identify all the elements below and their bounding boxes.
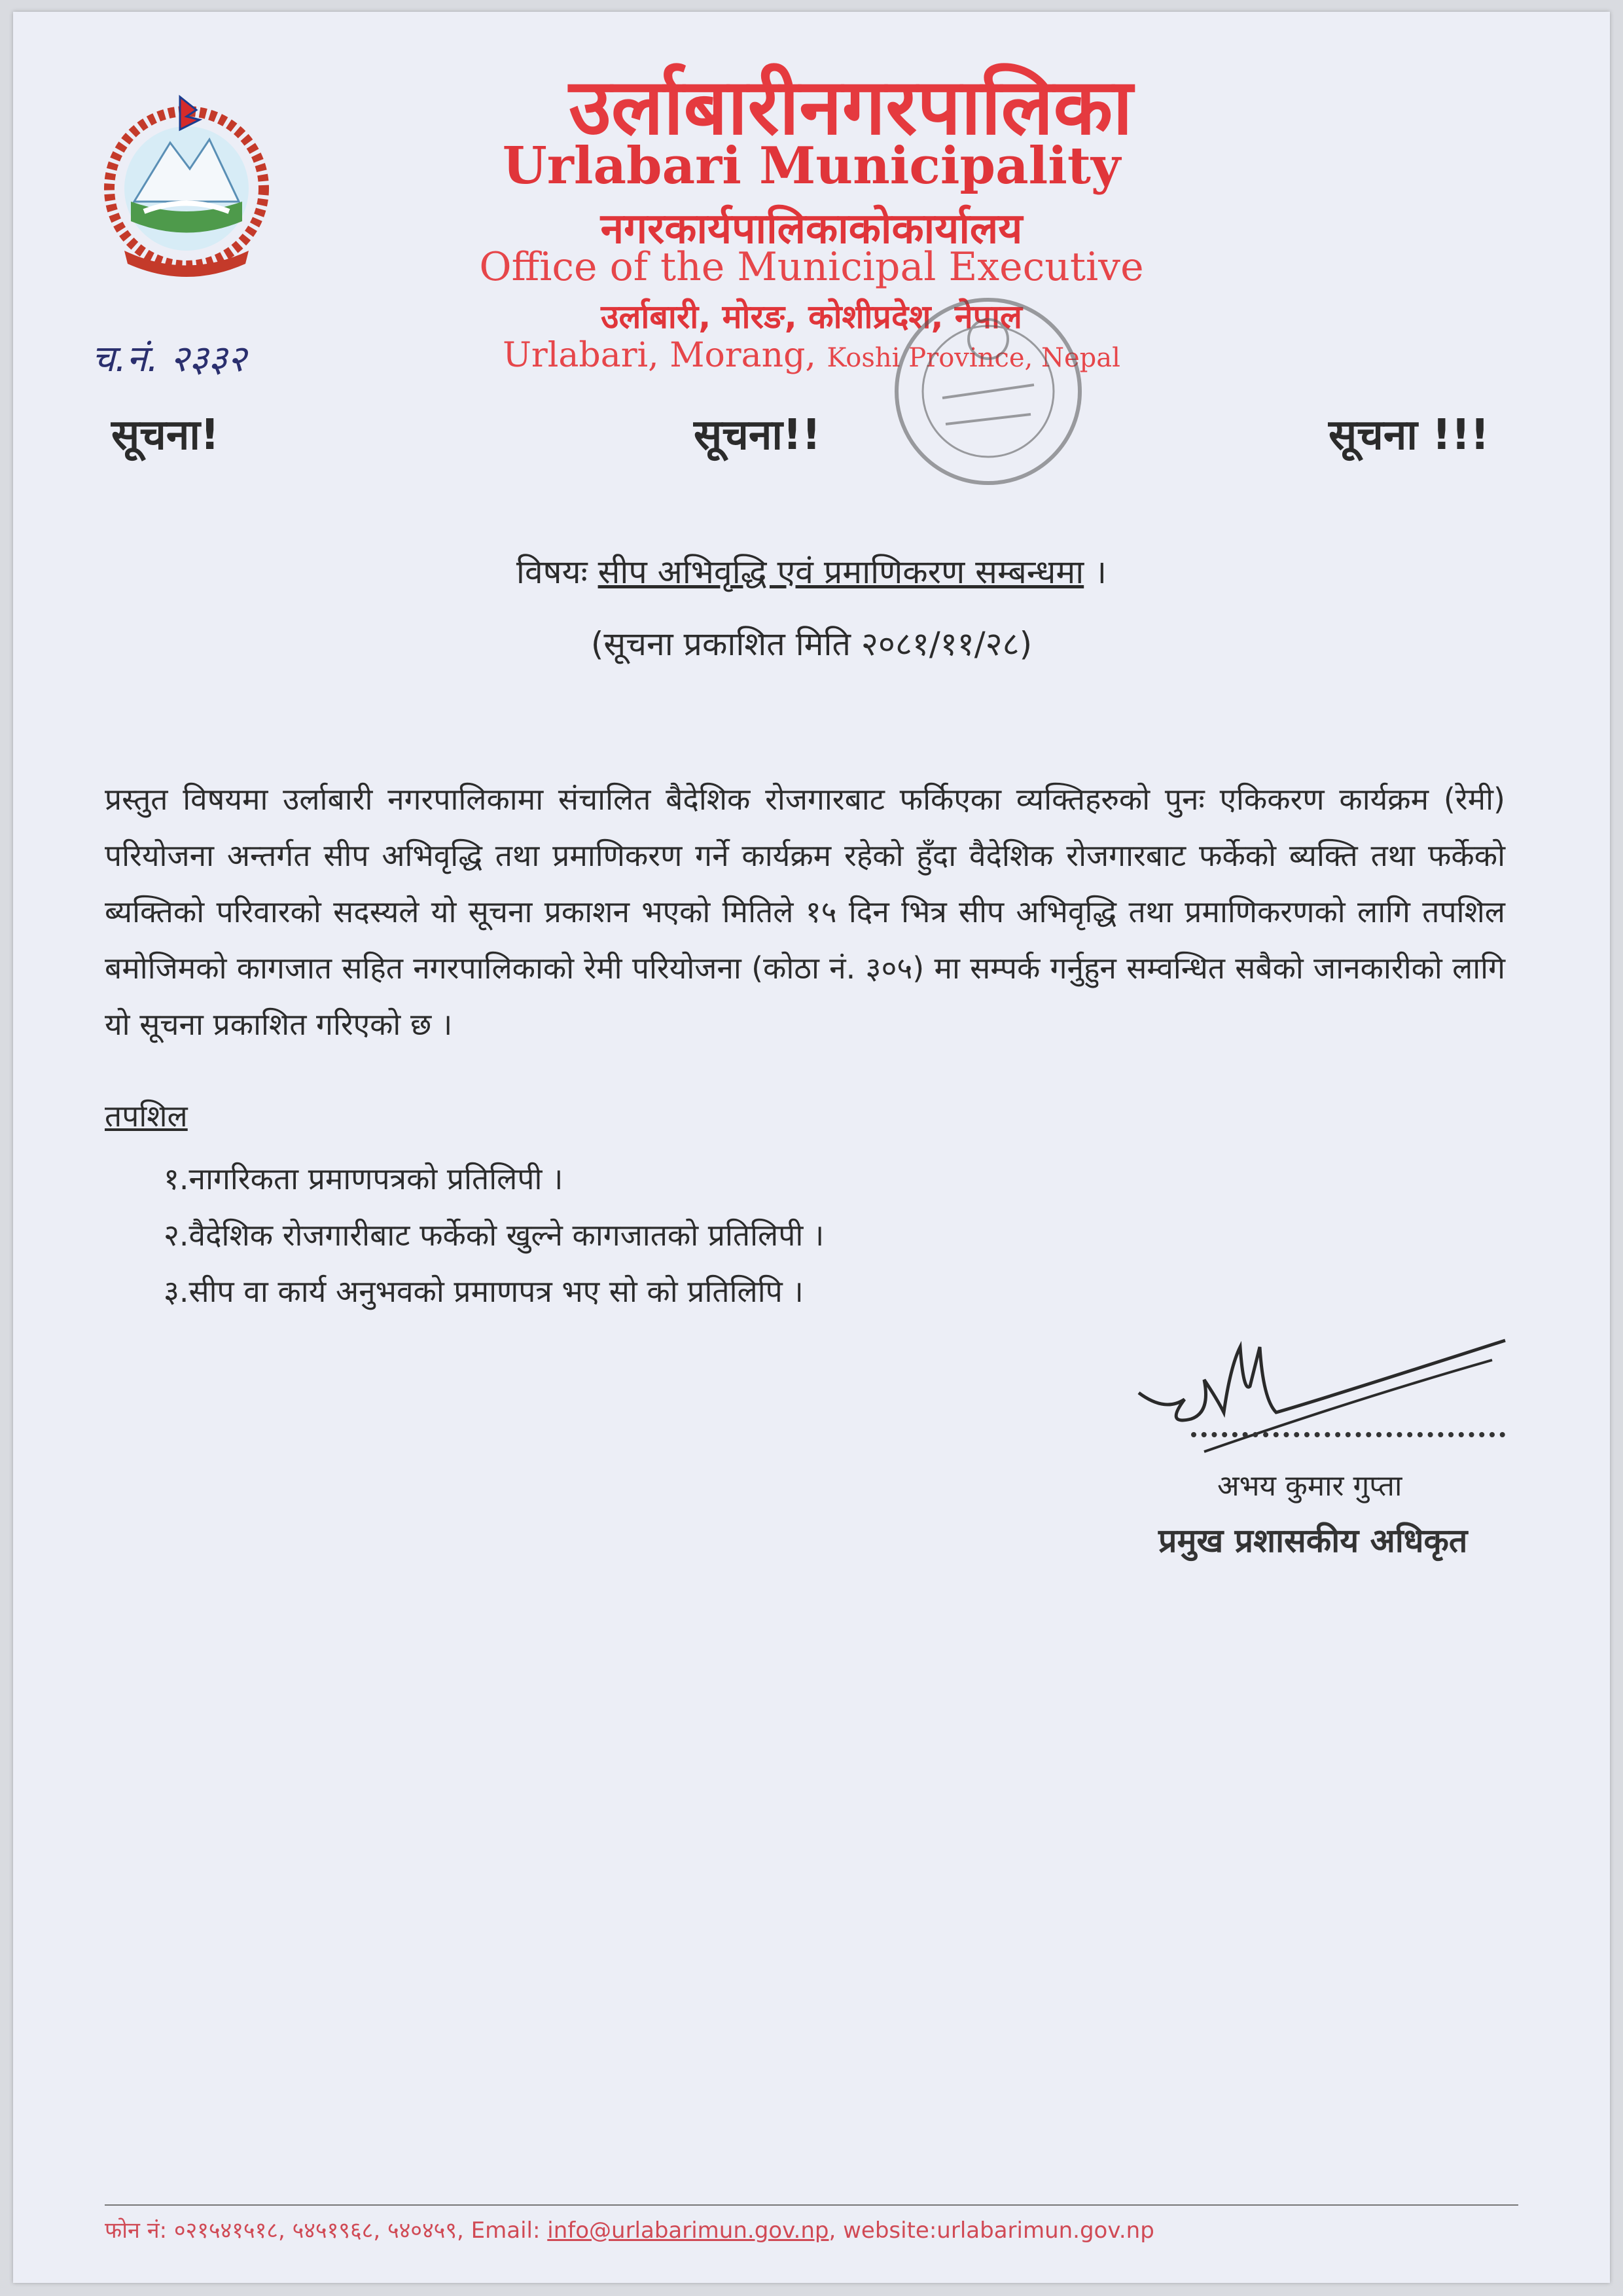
footer-phone: फोन नं: ०२१५४१५१८, ५४५१९६८, ५४०४५९, bbox=[105, 2217, 464, 2244]
address-english bbox=[13, 336, 1610, 375]
footer-website-label: , website: bbox=[829, 2217, 937, 2244]
address-province: Koshi Province, Nepal bbox=[827, 343, 1120, 373]
footer-divider bbox=[105, 2204, 1518, 2206]
document-list bbox=[164, 1151, 824, 1319]
office-name-nepali: नगरकार्यपालिकाकोकार्यालय bbox=[600, 205, 1023, 253]
subject-text: सीप अभिवृद्धि एवं प्रमाणिकरण सम्बन्धमा bbox=[597, 553, 1084, 591]
footer-email-label: Email: bbox=[471, 2217, 541, 2244]
office-name-english: Office of the Municipal Executive bbox=[479, 244, 1144, 290]
footer-contact bbox=[105, 2214, 1154, 2244]
subject-line bbox=[13, 548, 1610, 593]
handwritten-signature bbox=[1126, 1321, 1518, 1465]
notice-document bbox=[13, 12, 1610, 2283]
signature-line bbox=[1191, 1432, 1505, 1437]
signatory-title: प्रमुख प्रशासकीय अधिकृत bbox=[1158, 1522, 1468, 1560]
notice-body: प्रस्तुत विषयमा उर्लाबारी नगरपालिकामा संचालित बैदेशिक रोजगारबाट फर्किएका व्यक्तिहरुको पुनः एकिकरण कार्यक्रम (रेमी) परियोजना अन्तर्गत सीप अभिवृद्धि तथा प्रमाणिकरण गर्ने कार्यक्रम रहेको हुँदा वैदेशिक रोजगारबाट फर्केको ब्यक्ति तथा फर्केको ब्यक्तिको परिवारको सदस्यले यो सूचना प्रकाशन भएको मितिले १५ दिन भित्र सीप अभिवृद्धि तथा प्रमाणिकरणको लागि तपशिल बमोजिमको कागजात सहित नगरपालिकाको रेमी परियोजना (कोठा नं. ३०५) मा सम्पर्क गर्नुहुन सम्वन्धित सबैको जानकारीको लागि यो सूचना प्रकाशित गरिएको छ । bbox=[105, 781, 1505, 1042]
list-item: ३.सीप वा कार्य अनुभवको प्रमाणपत्र भए सो को प्रतिलिपि । bbox=[164, 1274, 804, 1309]
footer-website[interactable]: urlabarimun.gov.np bbox=[936, 2217, 1154, 2244]
publication-date: (सूचना प्रकाशित मिति २०८१/११/२८) bbox=[590, 625, 1033, 663]
subject-prefix: विषयः bbox=[516, 553, 588, 591]
list-item: १.नागरिकता प्रमाणपत्रको प्रतिलिपी । bbox=[164, 1161, 563, 1196]
footer-email-link[interactable]: info@urlabarimun.gov.np bbox=[547, 2217, 829, 2244]
office-seal-stamp-icon bbox=[883, 287, 1093, 496]
notice-label-right: सूचना !!! bbox=[1329, 411, 1489, 459]
list-item: २.वैदेशिक रोजगारीबाट फर्केको खुल्ने कागजातको प्रतिलिपी । bbox=[164, 1217, 825, 1253]
municipality-name-english: Urlabari Municipality bbox=[502, 136, 1121, 196]
subject-suffix: । bbox=[1094, 553, 1107, 591]
reference-number: च.नं. २३३२ bbox=[92, 338, 247, 380]
address-nepali: उर्लाबारी, मोरङ, कोशीप्रदेश, नेपाल bbox=[601, 298, 1022, 336]
municipality-name-nepali: उर्लाबारीनगरपालिका bbox=[569, 62, 1133, 152]
tapasil-heading: तपशिल bbox=[105, 1098, 188, 1134]
signatory-name: अभय कुमार गुप्ता bbox=[1217, 1469, 1402, 1503]
address-city: Urlabari, Morang, bbox=[503, 336, 816, 375]
notice-label-center: सूचना!! bbox=[694, 411, 821, 459]
notice-label-left: सूचना! bbox=[111, 411, 220, 459]
